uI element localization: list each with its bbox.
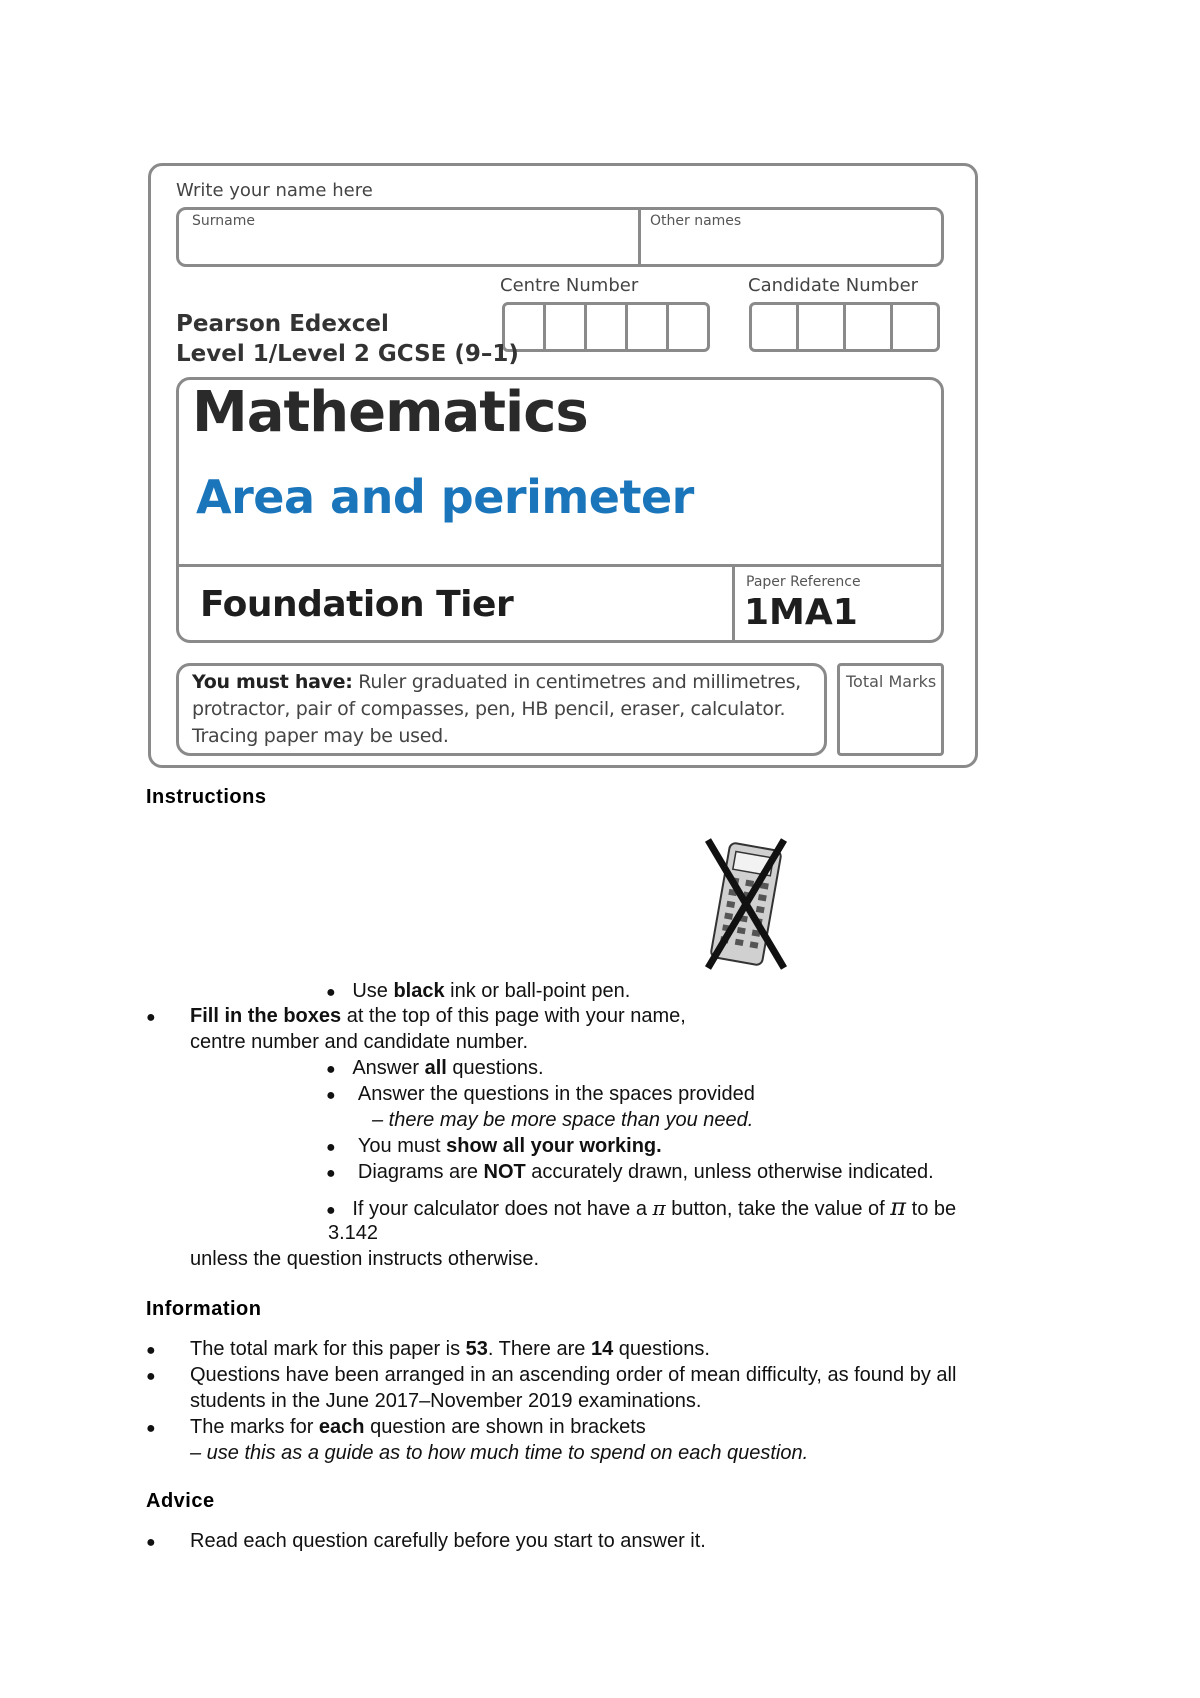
surname-field: Surname — [192, 213, 255, 229]
other-names-field: Other names — [650, 213, 742, 229]
subject-divider — [176, 564, 944, 567]
subject-title: Mathematics — [192, 380, 588, 445]
must-have-line-1: Ruler graduated in centimetres and millimetres, — [352, 671, 801, 693]
bullet-icon: ● — [146, 1368, 156, 1385]
information-heading: Information — [146, 1298, 262, 1320]
list-item: ● Answer the questions in the spaces provided — [326, 1083, 755, 1105]
list-item: ● If your calculator does not have a π button, take the value of π to be — [326, 1193, 957, 1221]
must-have-line-3: Tracing paper may be used. — [192, 725, 449, 747]
candidate-number-cell — [749, 302, 799, 352]
qualification-level: Level 1/Level 2 GCSE (9–1) — [176, 341, 519, 367]
candidate-number-cell — [796, 302, 846, 352]
bullet-icon: ● — [326, 1202, 336, 1219]
centre-number-cell — [625, 302, 669, 352]
list-item-continuation: – use this as a guide as to how much time to spend on each question. — [190, 1442, 809, 1464]
bullet-icon: ● — [146, 1342, 156, 1359]
bullet-icon: ● — [326, 1165, 336, 1182]
centre-number-cell — [666, 302, 710, 352]
list-item: ● Diagrams are NOT accurately drawn, unless otherwise indicated. — [326, 1161, 934, 1183]
bullet-icon: ● — [326, 1139, 336, 1156]
list-item-text: The marks for each question are shown in brackets — [190, 1416, 646, 1438]
must-have-line-2: protractor, pair of compasses, pen, HB pencil, eraser, calculator. — [192, 698, 786, 720]
list-item: ● You must show all your working. — [326, 1135, 662, 1157]
list-item-text: Read each question carefully before you start to answer it. — [190, 1530, 706, 1552]
advice-heading: Advice — [146, 1490, 215, 1512]
bullet-icon: ● — [326, 1061, 336, 1078]
centre-number-cell — [543, 302, 587, 352]
write-name-label: Write your name here — [176, 180, 373, 201]
candidate-number-label: Candidate Number — [748, 275, 919, 296]
bullet-icon: ● — [146, 1420, 156, 1437]
list-item-continuation: unless the question instructs otherwise. — [190, 1248, 540, 1270]
list-item-continuation: centre number and candidate number. — [190, 1031, 528, 1053]
candidate-number-cell — [890, 302, 940, 352]
bullet-icon: ● — [146, 1534, 156, 1551]
list-item-text: The total mark for this paper is 53. There are 14 questions. — [190, 1338, 710, 1360]
list-item-continuation: students in the June 2017–November 2019 examinations. — [190, 1390, 702, 1412]
list-item-text: Fill in the boxes at the top of this page with your name, — [190, 1005, 686, 1027]
centre-number-cell — [584, 302, 628, 352]
list-item — [146, 1003, 156, 1031]
topic-title: Area and perimeter — [196, 470, 694, 524]
list-item: ● Use black ink or ball-point pen. — [326, 980, 631, 1002]
bullet-icon: ● — [326, 984, 336, 1001]
name-divider — [638, 207, 641, 267]
centre-number-boxes — [502, 302, 710, 352]
list-item-continuation: – there may be more space than you need. — [372, 1109, 754, 1131]
centre-number-label: Centre Number — [500, 275, 639, 296]
paper-reference-label: Paper Reference — [746, 574, 861, 590]
must-have-text — [192, 669, 822, 750]
board-name: Pearson Edexcel — [176, 311, 389, 337]
paper-reference: 1MA1 — [744, 592, 858, 633]
tier-label: Foundation Tier — [200, 584, 514, 625]
bullet-icon: ● — [326, 1087, 336, 1104]
must-have-label: You must have: — [192, 671, 353, 693]
list-item-continuation: 3.142 — [328, 1222, 379, 1244]
total-marks-label: Total Marks — [846, 672, 937, 691]
bullet-icon: ● — [146, 1009, 156, 1026]
tier-divider — [732, 564, 735, 643]
candidate-number-cell — [843, 302, 893, 352]
list-item-text: Questions have been arranged in an ascending order of mean difficulty, as found by all — [190, 1364, 957, 1386]
list-item — [146, 1414, 156, 1442]
candidate-number-boxes — [749, 302, 940, 352]
crossed-out-calculator-icon — [700, 836, 792, 972]
instructions-heading: Instructions — [146, 786, 267, 808]
list-item — [146, 1336, 156, 1364]
list-item — [146, 1528, 156, 1556]
list-item: ● Answer all questions. — [326, 1057, 544, 1079]
name-box — [176, 207, 944, 267]
list-item — [146, 1362, 156, 1390]
exam-board — [176, 309, 519, 369]
